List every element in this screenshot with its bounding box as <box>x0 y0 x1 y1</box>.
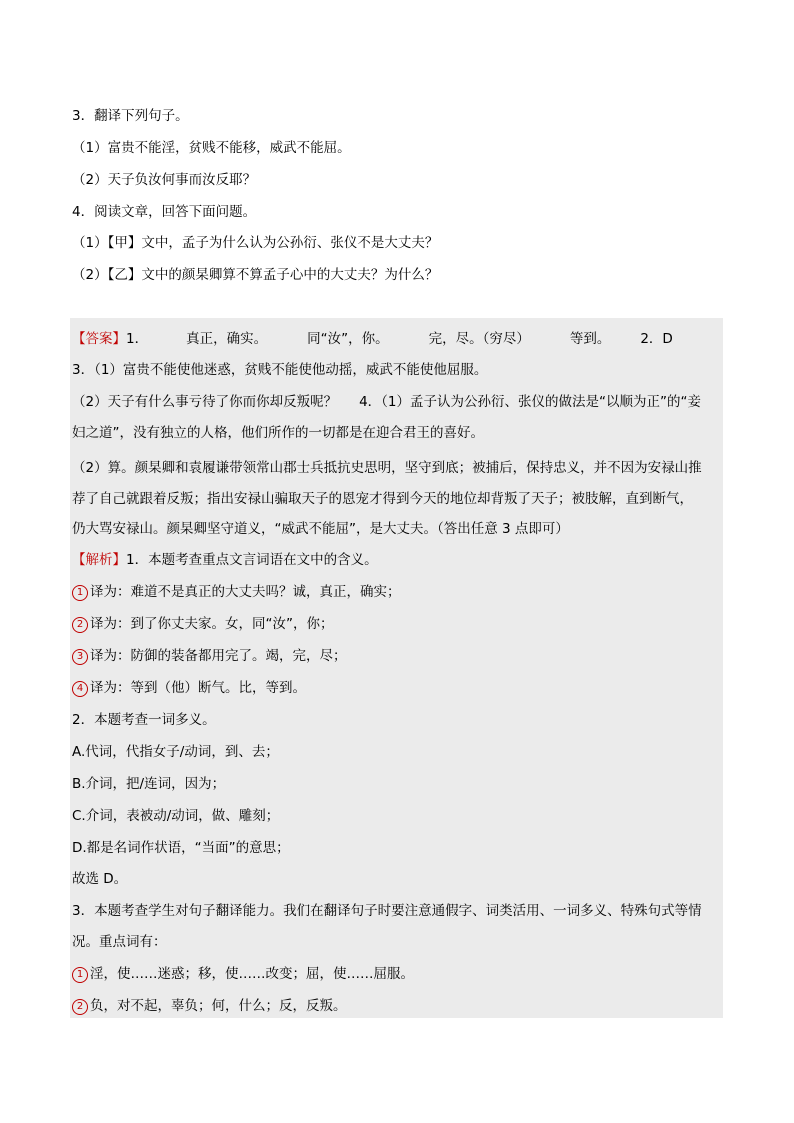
analysis-item-2 <box>72 612 334 633</box>
answer-3-1: 3．（1）富贵不能使他迷惑，贫贱不能使他动摇，威武不能使他屈服。 <box>72 362 488 378</box>
question-4-1: （1）【甲】文中，孟子为什么认为公孙衍、张仪不是大丈夫？ <box>72 235 439 251</box>
question-3-2: （2）天子负汝何事而汝反耶？ <box>72 172 257 188</box>
circled-number-1: 1 <box>72 585 88 601</box>
answer-row-1 <box>72 327 673 347</box>
circled-number-4: 4 <box>72 681 88 697</box>
analysis-item-1-text: 译为：难道不是真正的大丈夫吗？诚，真正，确实； <box>90 584 401 600</box>
answer-3-2: （2）天子有什么事亏待了你而你却反叛呢？ <box>72 394 338 410</box>
circled-number-1: 1 <box>72 967 88 983</box>
question-4-2: （2）【乙】文中的颜杲卿算不算孟子心中的大丈夫？为什么？ <box>72 267 439 283</box>
analysis-item-3-text: 译为：防御的装备都用完了。竭，完，尽； <box>90 648 347 664</box>
answer-1-b: 同“汝”，你。 <box>307 331 389 347</box>
circled-number-2: 2 <box>72 999 88 1015</box>
analysis-q2-a: A.代词，代指女子/动词，到、去； <box>72 744 279 760</box>
analysis-item-4 <box>72 676 306 697</box>
answer-4-2b: 荐了自己就跟着反叛；指出安禄山骗取天子的恩宠才得到今天的地位却背叛了天子；被肢解，直到断气， <box>72 491 693 507</box>
analysis-q3-item-1 <box>72 962 414 983</box>
question-3-1: （1）富贵不能淫，贫贱不能移，威武不能屈。 <box>72 140 351 156</box>
analysis-label: 【解析】 <box>72 552 126 568</box>
answer-1-number: 1． <box>126 331 149 347</box>
analysis-intro: 1．本题考查重点文言词语在文中的含义。 <box>126 552 378 568</box>
analysis-item-2-text: 译为：到了你丈夫家。女，同“汝”，你； <box>90 616 334 632</box>
answer-4-2c: 仍大骂安禄山。颜杲卿坚守道义，“威武不能屈”，是大丈夫。（答出任意 3 点即可） <box>72 521 569 537</box>
answer-4-1b: 妇之道”，没有独立的人格，他们所作的一切都是在迎合君王的喜好。 <box>72 425 484 441</box>
analysis-q2-title: 2．本题考查一词多义。 <box>72 712 216 728</box>
answer-row-3 <box>72 390 701 410</box>
analysis-intro-row <box>72 548 378 568</box>
analysis-item-3 <box>72 644 347 665</box>
circled-number-2: 2 <box>72 617 88 633</box>
circled-number-3: 3 <box>72 649 88 665</box>
analysis-item-4-text: 译为：等到（他）断气。比，等到。 <box>90 680 306 696</box>
question-3-title: 3．翻译下列句子。 <box>72 108 189 124</box>
analysis-q2-d: D.都是名词作状语，“当面”的意思； <box>72 840 290 856</box>
analysis-q3-title-b: 况。重点词有： <box>72 934 167 950</box>
answer-4-2a: （2）算。颜杲卿和袁履谦带领常山郡士兵抵抗史思明，坚守到底；被捕后，保持忠义，并不因为安禄山推 <box>72 460 702 476</box>
answer-1-d: 等到。 <box>569 331 611 347</box>
analysis-q2-b: B.介词，把/连词，因为； <box>72 776 226 792</box>
answer-1-c: 完，尽。（穷尽） <box>428 331 530 347</box>
analysis-q3-title-a: 3．本题考查学生对句子翻译能力。我们在翻译句子时要注意通假字、词类活用、一词多义、特殊句式等情 <box>72 903 702 919</box>
analysis-q2-answer: 故选 D。 <box>72 871 128 887</box>
answer-2: 2．D <box>640 331 673 347</box>
analysis-q3-item-2 <box>72 994 347 1015</box>
answer-1-a: 真正，确实。 <box>186 331 268 347</box>
analysis-item-1 <box>72 580 401 601</box>
analysis-q2-c: C.介词，表被动/动词，做、雕刻； <box>72 808 280 824</box>
analysis-q3-item-1-text: 淫，使……迷惑；移，使……改变；屈，使……屈服。 <box>90 966 414 982</box>
analysis-q3-item-2-text: 负，对不起，辜负；何，什么；反，反叛。 <box>90 998 347 1014</box>
answer-4-1a: 4．（1）孟子认为公孙衍、张仪的做法是“以顺为正”的“妾 <box>359 394 702 410</box>
answer-label: 【答案】 <box>72 331 126 347</box>
question-4-title: 4．阅读文章，回答下面问题。 <box>72 204 257 220</box>
